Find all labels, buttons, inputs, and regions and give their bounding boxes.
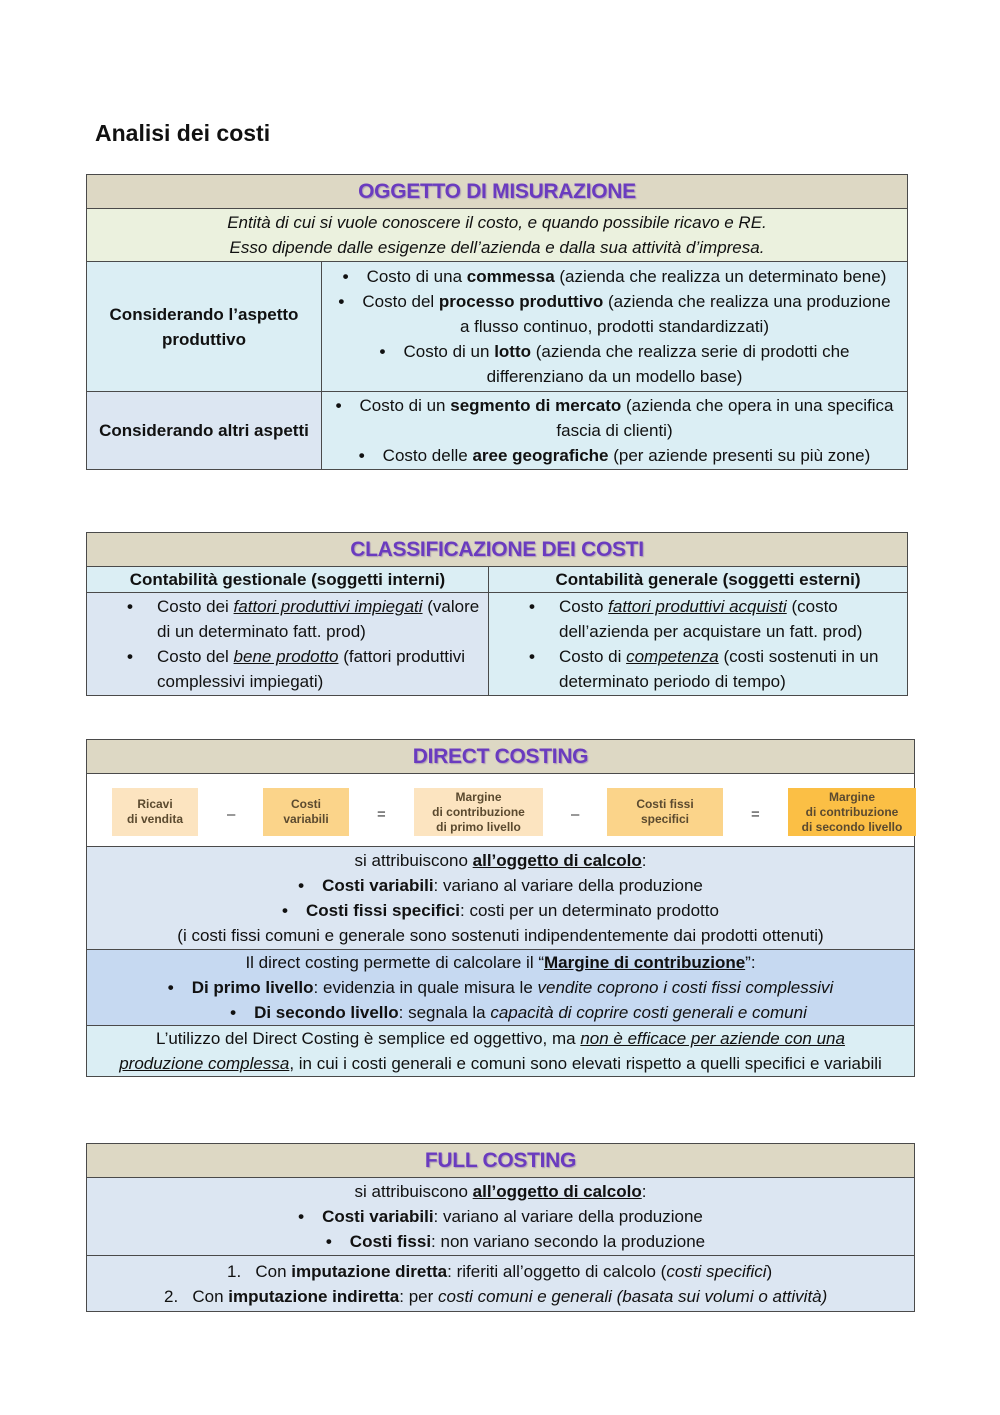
list-item: • Costo del processo produttivo (azienda che realizza una produzione a flusso continuo, prodotti standardizzati) bbox=[332, 289, 897, 339]
direct-costing-table bbox=[86, 739, 915, 1077]
flow-box-margine-primo: Margine di contribuzione di primo livello bbox=[414, 788, 543, 836]
flow-box-margine-secondo: Margine di contribuzione di secondo livello bbox=[788, 788, 916, 836]
list-item: • Costo del bene prodotto (fattori produttivi complessivi impiegati) bbox=[87, 644, 484, 694]
oggetto-intro-line2: Esso dipende dalle esigenze dell’azienda e dalla sua attività d’impresa. bbox=[229, 238, 765, 257]
direct-utilizzo: L’utilizzo del Direct Costing è semplice ed oggettivo, ma non è efficace per aziende con una produzione complessa, in cui i costi generali e comuni sono elevati rispetto a quelli specifici e variabili bbox=[87, 1026, 915, 1077]
list-item: • Costo dei fattori produttivi impiegati (valore di un determinato fatt. prod) bbox=[87, 594, 484, 644]
direct-flow-diagram bbox=[87, 774, 915, 847]
list-item: • Costo di competenza (costi sostenuti in un determinato periodo di tempo) bbox=[489, 644, 903, 694]
flow-equals-2: = bbox=[751, 806, 760, 823]
oggetto-header: OGGETTO DI MISURAZIONE bbox=[87, 175, 908, 209]
list-item: • Costo di un segmento di mercato (azienda che opera in una specifica fascia di clienti) bbox=[330, 393, 899, 443]
list-item: • Costo fattori produttivi acquisti (costo dell’azienda per acquistare un fatt. prod) bbox=[489, 594, 903, 644]
list-item: • Costi fissi: non variano secondo la produzione bbox=[87, 1229, 914, 1254]
col-gestionale-head: Contabilità gestionale (soggetti interni) bbox=[87, 567, 489, 593]
flow-box-costi-variabili: Costi variabili bbox=[263, 788, 349, 836]
row-altri-label: Considerando altri aspetti bbox=[87, 392, 322, 470]
list-item: • Costo di una commessa (azienda che realizza un determinato bene) bbox=[332, 264, 897, 289]
list-item: • Costo di un lotto (azienda che realizza serie di prodotti che differenziano da un modello base) bbox=[332, 339, 897, 389]
list-item: • Costi variabili: variano al variare della produzione bbox=[87, 1204, 914, 1229]
full-costing-table bbox=[86, 1143, 915, 1312]
row-produttivo-items bbox=[322, 262, 908, 392]
list-item: • Di secondo livello: segnala la capacità di coprire costi generali e comuni bbox=[87, 1000, 914, 1025]
list-item: 2. Con imputazione indiretta: per costi comuni e generali (basata sui volumi o attività) bbox=[164, 1287, 828, 1306]
oggetto-intro-line1: Entità di cui si vuole conoscere il costo, e quando possibile ricavo e RE. bbox=[227, 213, 767, 232]
full-attribuzione: si attribuiscono all’oggetto di calcolo: • Costi variabili: variano al variare della produzione • Costi fissi: non variano secondo la produzione bbox=[87, 1178, 915, 1256]
oggetto-intro bbox=[87, 209, 908, 262]
direct-header: DIRECT COSTING bbox=[87, 740, 915, 774]
list-item: • Costi fissi specifici: costi per un determinato prodotto bbox=[87, 898, 914, 923]
classificazione-header: CLASSIFICAZIONE DEI COSTI bbox=[87, 533, 908, 567]
list-item: 1. Con imputazione diretta: riferiti all’oggetto di calcolo (costi specifici) bbox=[227, 1262, 773, 1281]
col-generale-head: Contabilità generale (soggetti esterni) bbox=[489, 567, 908, 593]
direct-attribuzione: si attribuiscono all’oggetto di calcolo: • Costi variabili: variano al variare della produzione • Costi fissi specifici: costi per un determinato prodotto (i costi fissi comuni e generale sono sostenuti indipendentemente dai prodotti ottenuti) bbox=[87, 847, 915, 950]
flow-box-ricavi: Ricavi di vendita bbox=[112, 788, 198, 836]
full-imputazione bbox=[87, 1256, 915, 1312]
flow-box-costi-fissi: Costi fissi specifici bbox=[607, 788, 723, 836]
col-gestionale-items bbox=[87, 593, 489, 696]
list-item: • Di primo livello: evidenzia in quale misura le vendite coprono i costi fissi complessivi bbox=[87, 975, 914, 1000]
col-generale-items bbox=[489, 593, 908, 696]
oggetto-table bbox=[86, 174, 908, 470]
flow-minus-2: – bbox=[571, 806, 580, 823]
direct-margine: Il direct costing permette di calcolare il “Margine di contribuzione”: • Di primo livello: evidenzia in quale misura le vendite coprono i costi fissi complessivi • Di secondo livello: segnala la capacità di coprire costi generali e comuni bbox=[87, 950, 915, 1026]
flow-equals-1: = bbox=[377, 806, 386, 823]
flow-minus-1: – bbox=[227, 806, 236, 823]
row-altri-items bbox=[322, 392, 908, 470]
list-item: • Costo delle aree geografiche (per aziende presenti su più zone) bbox=[330, 443, 899, 468]
direct-note: (i costi fissi comuni e generale sono sostenuti indipendentemente dai prodotti ottenuti) bbox=[177, 926, 824, 945]
row-produttivo-label: Considerando l’aspetto produttivo bbox=[87, 262, 322, 392]
full-header: FULL COSTING bbox=[87, 1144, 915, 1178]
list-item: • Costi variabili: variano al variare della produzione bbox=[87, 873, 914, 898]
classificazione-table bbox=[86, 532, 908, 696]
page-title: Analisi dei costi bbox=[95, 120, 271, 146]
